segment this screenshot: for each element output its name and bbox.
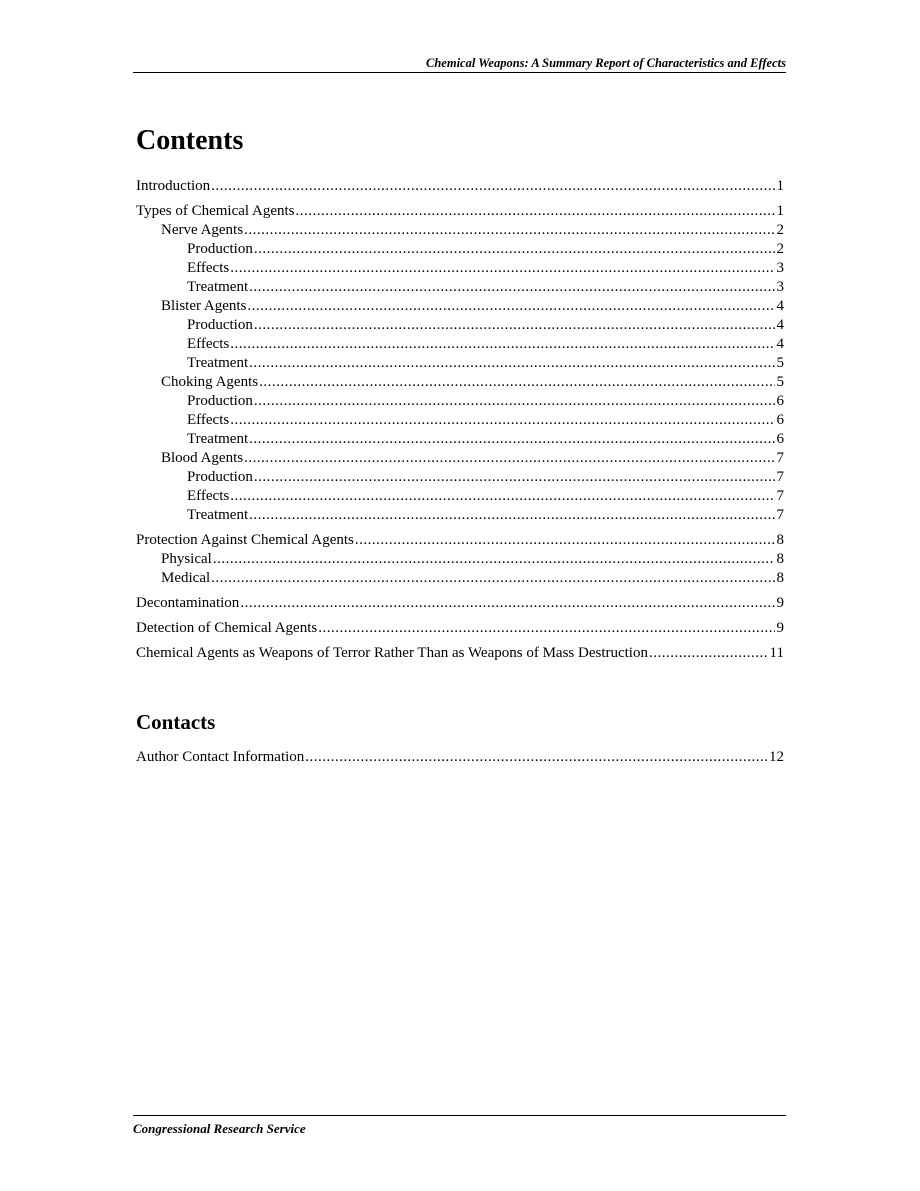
- toc-entry-nerve-agents[interactable]: Nerve Agents ..... 2: [136, 221, 784, 240]
- toc-entry-blister-agents[interactable]: Blister Agents ..... 4: [136, 297, 784, 316]
- toc-entry-introduction[interactable]: Introduction ..... 1: [136, 177, 784, 196]
- toc-entry-detection[interactable]: Detection of Chemical Agents ..... 9: [136, 619, 784, 638]
- toc-entry-choking-production[interactable]: Production ..... 6: [136, 392, 784, 411]
- toc-entry-blood-treatment[interactable]: Treatment ..... 7: [136, 506, 784, 525]
- toc-entry-blood-agents[interactable]: Blood Agents ..... 7: [136, 449, 784, 468]
- toc-entry-blister-treatment[interactable]: Treatment ..... 5: [136, 354, 784, 373]
- toc-entry-decontamination[interactable]: Decontamination ..... 9: [136, 594, 784, 613]
- table-of-contents: [136, 177, 784, 663]
- toc-entry-blister-effects[interactable]: Effects ..... 4: [136, 335, 784, 354]
- toc-entry-choking-agents[interactable]: Choking Agents ..... 5: [136, 373, 784, 392]
- toc-entry-nerve-production[interactable]: Production ..... 2: [136, 240, 784, 259]
- footer-text: Congressional Research Service: [133, 1121, 306, 1136]
- toc-entry-nerve-treatment[interactable]: Treatment ..... 3: [136, 278, 784, 297]
- toc-entry-blister-production[interactable]: Production ..... 4: [136, 316, 784, 335]
- toc-entry-blood-production[interactable]: Production ..... 7: [136, 468, 784, 487]
- running-title: Chemical Weapons: A Summary Report of Characteristics and Effects: [426, 56, 786, 70]
- contacts-list: [136, 748, 784, 767]
- toc-entry-choking-effects[interactable]: Effects ..... 6: [136, 411, 784, 430]
- contacts-entry-author-contact[interactable]: Author Contact Information ..... 12: [136, 748, 784, 767]
- toc-entry-physical[interactable]: Physical ..... 8: [136, 550, 784, 569]
- toc-entry-nerve-effects[interactable]: Effects ..... 3: [136, 259, 784, 278]
- page-footer: [133, 1115, 786, 1137]
- running-header: [133, 56, 786, 73]
- contents-heading: Contents: [136, 125, 244, 156]
- toc-entry-weapons-of-terror[interactable]: Chemical Agents as Weapons of Terror Rather Than as Weapons of Mass Destruction ..... 11: [136, 644, 784, 663]
- toc-entry-types-of-chemical-agents[interactable]: Types of Chemical Agents ..... 1: [136, 202, 784, 221]
- toc-entry-protection[interactable]: Protection Against Chemical Agents ..... 8: [136, 531, 784, 550]
- contacts-heading: Contacts: [136, 710, 216, 734]
- toc-entry-blood-effects[interactable]: Effects ..... 7: [136, 487, 784, 506]
- toc-entry-choking-treatment[interactable]: Treatment ..... 6: [136, 430, 784, 449]
- toc-entry-medical[interactable]: Medical ..... 8: [136, 569, 784, 588]
